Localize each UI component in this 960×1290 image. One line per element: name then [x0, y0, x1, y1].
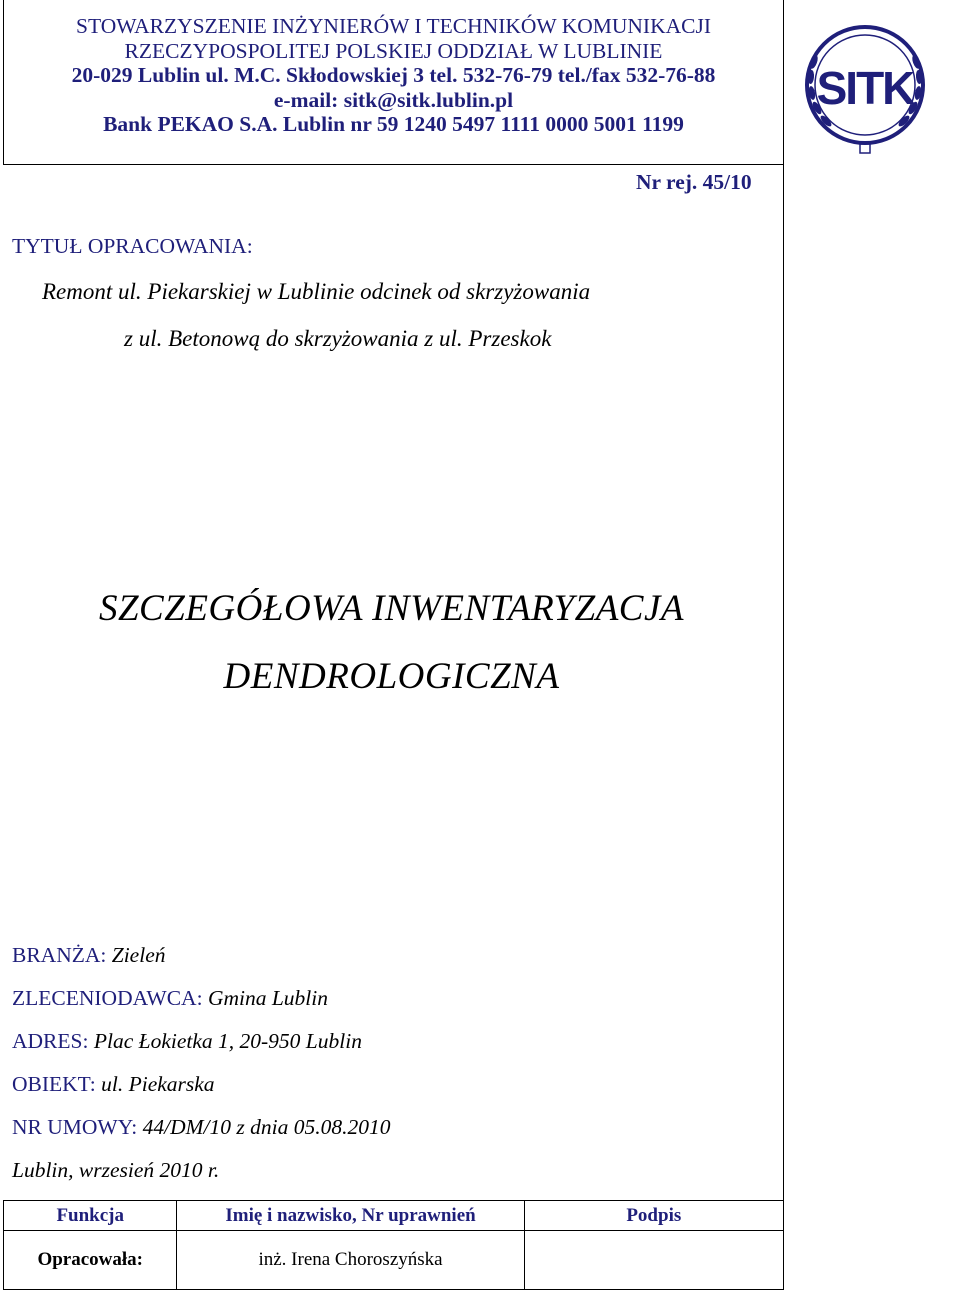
- zleceniodawca-value: Gmina Lublin: [207, 986, 328, 1010]
- signature-table: [3, 1200, 784, 1290]
- registration-number: Nr rej. 45/10: [636, 170, 752, 194]
- document-main-title-line-1: SZCZEGÓŁOWA INWENTARYZACJA: [98, 588, 685, 629]
- title-label: TYTUŁ OPRACOWANIA:: [12, 234, 253, 258]
- sitk-logo: [800, 22, 930, 157]
- branza-value: Zieleń: [111, 943, 166, 967]
- table-header-funkcja: Funkcja: [4, 1201, 177, 1231]
- zleceniodawca-label: ZLECENIODAWCA:: [12, 986, 203, 1010]
- table-cell-role: Opracowała:: [4, 1231, 177, 1290]
- place-date: Lublin, wrzesień 2010 r.: [12, 1158, 220, 1182]
- obiekt-label: OBIEKT:: [12, 1072, 96, 1096]
- obiekt-row: [12, 1072, 215, 1097]
- project-title-line-1: Remont ul. Piekarskiej w Lublinie odcinek od skrzyżowania: [42, 279, 591, 304]
- adres-label: ADRES:: [12, 1029, 89, 1053]
- sitk-logo-text: SITK: [816, 62, 914, 114]
- nr-umowy-row: [12, 1115, 390, 1140]
- nr-umowy-label: NR UMOWY:: [12, 1115, 138, 1139]
- table-cell-signature: [524, 1231, 783, 1290]
- branza-label: BRANŻA:: [12, 943, 107, 967]
- adres-value: Plac Łokietka 1, 20-950 Lublin: [93, 1029, 362, 1053]
- adres-row: [12, 1029, 362, 1054]
- table-header-row: [4, 1201, 784, 1231]
- frame-right-border: [783, 0, 784, 1200]
- table-cell-author: inż. Irena Choroszyńska: [177, 1231, 524, 1290]
- project-title-line-2: z ul. Betonową do skrzyżowania z ul. Przeskok: [124, 326, 552, 351]
- table-header-podpis: Podpis: [524, 1201, 783, 1231]
- header-address: 20-029 Lublin ul. M.C. Skłodowskiej 3 tel. 532-76-79 tel./fax 532-76-88: [71, 63, 716, 87]
- zleceniodawca-row: [12, 986, 328, 1011]
- header-email: e-mail: sitk@sitk.lublin.pl: [273, 87, 514, 112]
- header-divider: [3, 164, 784, 165]
- nr-umowy-value: 44/DM/10 z dnia 05.08.2010: [142, 1115, 391, 1139]
- header-bank-account: Bank PEKAO S.A. Lublin nr 59 1240 5497 1111 0000 5001 1199: [103, 112, 684, 136]
- table-row: [4, 1231, 784, 1290]
- branza-row: [12, 943, 166, 968]
- organization-header: [4, 14, 783, 137]
- header-line-1: STOWARZYSZENIE INŻYNIERÓW I TECHNIKÓW KOMUNIKACJI: [76, 14, 711, 38]
- document-main-title-line-2: DENDROLOGICZNA: [223, 656, 560, 697]
- obiekt-value: ul. Piekarska: [101, 1072, 215, 1096]
- table-header-name: Imię i nazwisko, Nr uprawnień: [177, 1201, 524, 1231]
- header-line-2: RZECZYPOSPOLITEJ POLSKIEJ ODDZIAŁ W LUBLINIE: [124, 38, 663, 63]
